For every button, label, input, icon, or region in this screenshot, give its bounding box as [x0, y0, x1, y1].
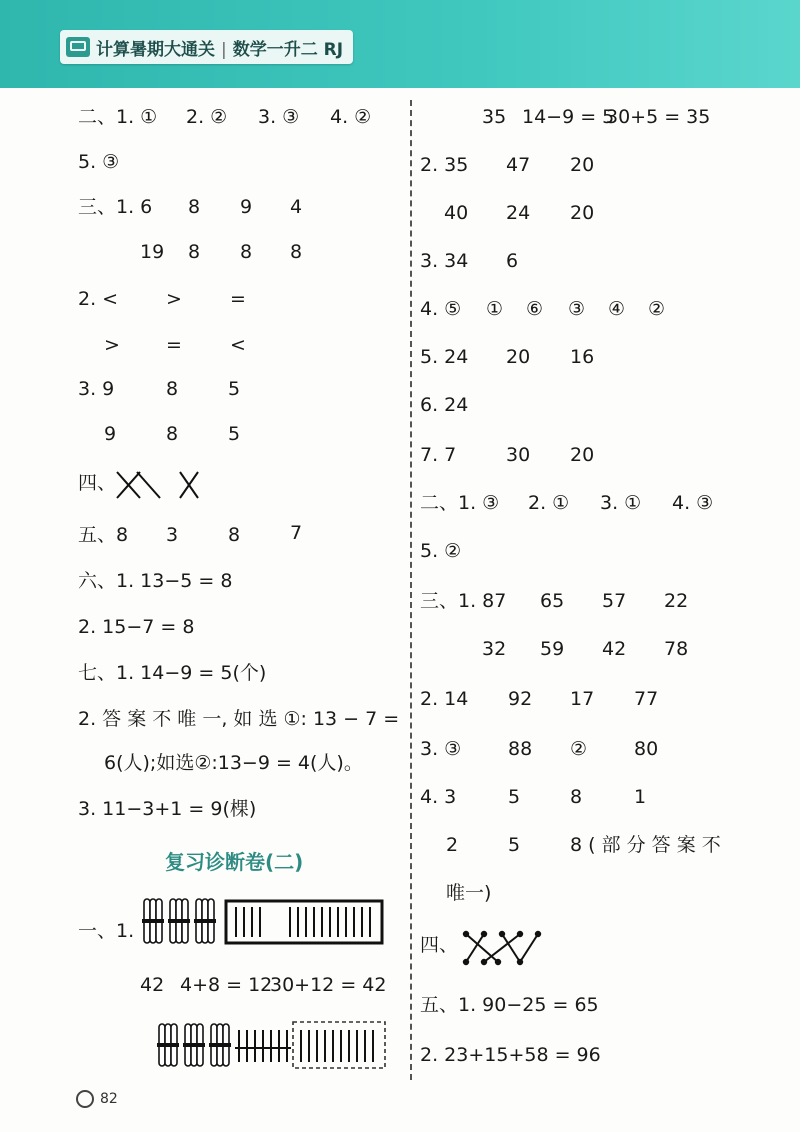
answer-value: 8 [166, 423, 179, 445]
answer-value: 77 [634, 688, 659, 710]
header-banner [0, 0, 800, 88]
answer-equation: 30+5 = 35 [606, 106, 711, 128]
answer-san-3-label: 3. 9 [78, 378, 115, 400]
answer-qi-1: 七、1. 14−9 = 5(个) [78, 662, 267, 684]
answer-value: > [166, 288, 182, 310]
answer-value: 20 [570, 154, 595, 176]
answer-er-right-5: 5. ② [420, 540, 462, 562]
answer-value: 5 [228, 423, 241, 445]
book-icon [66, 37, 90, 57]
answer-value: 59 [540, 638, 565, 660]
answer-value: 8 [188, 241, 201, 263]
answer-value: 30 [506, 444, 531, 466]
answer-er-4: 4. ② [330, 106, 372, 128]
answer-liu-2: 2. 15−7 = 8 [78, 616, 195, 638]
answer-liu-1: 六、1. 13−5 = 8 [78, 570, 233, 592]
answer-er-3: 3. ③ [258, 106, 300, 128]
answer-si-right-label: 四、 [420, 934, 459, 956]
answer-value: 8 [570, 786, 583, 808]
section-title: 复习诊断卷(二) [165, 850, 304, 874]
answer-value: 65 [540, 590, 565, 612]
answer-r5: 5. 24 [420, 346, 469, 368]
answer-value: 40 [444, 202, 469, 224]
answer-value: 22 [664, 590, 689, 612]
answer-value: 5 [228, 378, 241, 400]
answer-value: 8 [240, 241, 253, 263]
answer-wu: 五、8 [78, 524, 129, 546]
answer-note-cont: 唯一) [446, 882, 492, 904]
answer-value: 92 [508, 688, 533, 710]
answer-value: 32 [482, 638, 507, 660]
answer-value: ③ [568, 298, 586, 320]
answer-equation: 14−9 = 5 [522, 106, 615, 128]
matching-lines-right [458, 928, 548, 968]
answer-value: 8 [290, 241, 303, 263]
sun-icon [76, 1090, 94, 1108]
answer-value: 5 [508, 834, 521, 856]
answer-value: ① [486, 298, 504, 320]
answer-value: 78 [664, 638, 689, 660]
answer-value: 35 [482, 106, 507, 128]
matching-lines-left [112, 468, 202, 502]
answer-r6: 6. 24 [420, 394, 469, 416]
answer-er-right-3: 3. ① [600, 492, 642, 514]
answer-si-label: 四、 [78, 472, 117, 494]
answer-value: = [230, 288, 246, 310]
answer-r2: 2. 35 [420, 154, 469, 176]
answer-value: 19 [140, 241, 165, 263]
answer-value: 20 [570, 202, 595, 224]
answer-value: 5 [508, 786, 521, 808]
answer-value: 1 [634, 786, 647, 808]
answer-value: 24 [506, 202, 531, 224]
answer-value: 9 [104, 423, 117, 445]
answer-value: 8 [228, 524, 241, 546]
answer-note: 8 ( 部 分 答 案 不 [570, 834, 721, 856]
answer-san-right-2: 2. 14 [420, 688, 469, 710]
answer-value: ② [570, 738, 588, 760]
answer-value: 20 [506, 346, 531, 368]
answer-yi-1-label: 一、1. [78, 920, 135, 942]
book-title-tag [60, 30, 353, 64]
answer-equation: 30+12 = 42 [270, 974, 387, 996]
answer-qi-2b: 6(人);如选②:13−9 = 4(人)。 [104, 752, 363, 774]
answer-er-5: 5. ③ [78, 151, 120, 173]
answer-value: ④ [608, 298, 626, 320]
answer-value: 88 [508, 738, 533, 760]
answer-value: 4 [290, 196, 303, 218]
counting-sticks-diagram-2 [155, 1020, 395, 1070]
answer-value: 16 [570, 346, 595, 368]
answer-wu-right-2: 2. 23+15+58 = 96 [420, 1044, 601, 1066]
answer-value: 80 [634, 738, 659, 760]
answer-value: 6 [506, 250, 519, 272]
answer-san-right-3: 3. ③ [420, 738, 462, 760]
counting-sticks-diagram-1 [140, 895, 390, 950]
page-number: 82 [100, 1091, 118, 1107]
answer-value: 47 [506, 154, 531, 176]
answer-san-2-label: 2. < [78, 288, 119, 310]
book-title: 计算暑期大通关 | 数学一升二 RJ [96, 39, 344, 60]
answer-qi-3: 3. 11−3+1 = 9(棵) [78, 798, 257, 820]
answer-value: 9 [240, 196, 253, 218]
column-divider [410, 100, 412, 1080]
answer-value: 42 [140, 974, 165, 996]
answer-r3: 3. 34 [420, 250, 469, 272]
answer-san-right-4: 4. 3 [420, 786, 457, 808]
answer-value: 2 [446, 834, 459, 856]
page-footer [76, 1090, 118, 1108]
answer-value: < [230, 334, 246, 356]
answer-r7: 7. 7 [420, 444, 457, 466]
answer-er-right-2: 2. ① [528, 492, 570, 514]
answer-r4: 4. ⑤ [420, 298, 462, 320]
answer-er-1: 二、1. ① [78, 106, 158, 128]
answer-er-right-4: 4. ③ [672, 492, 714, 514]
answer-value: 42 [602, 638, 627, 660]
answer-san-1-label: 三、1. 6 [78, 196, 153, 218]
answer-value: 17 [570, 688, 595, 710]
answer-san-right-1: 三、1. 87 [420, 590, 507, 612]
answer-wu-right-1: 五、1. 90−25 = 65 [420, 994, 599, 1016]
answer-er-right-1: 二、1. ③ [420, 492, 500, 514]
answer-value: 8 [188, 196, 201, 218]
answer-value: ⑥ [526, 298, 544, 320]
answer-value: 57 [602, 590, 627, 612]
answer-qi-2a: 2. 答 案 不 唯 一, 如 选 ①: 13 − 7 = [78, 708, 400, 730]
answer-value: 20 [570, 444, 595, 466]
answer-value: > [104, 334, 120, 356]
answer-value: = [166, 334, 182, 356]
answer-value: 7 [290, 522, 303, 544]
answer-er-2: 2. ② [186, 106, 228, 128]
answer-value: 3 [166, 524, 179, 546]
answer-value: ② [648, 298, 666, 320]
answer-value: 8 [166, 378, 179, 400]
answer-equation: 4+8 = 12 [180, 974, 273, 996]
